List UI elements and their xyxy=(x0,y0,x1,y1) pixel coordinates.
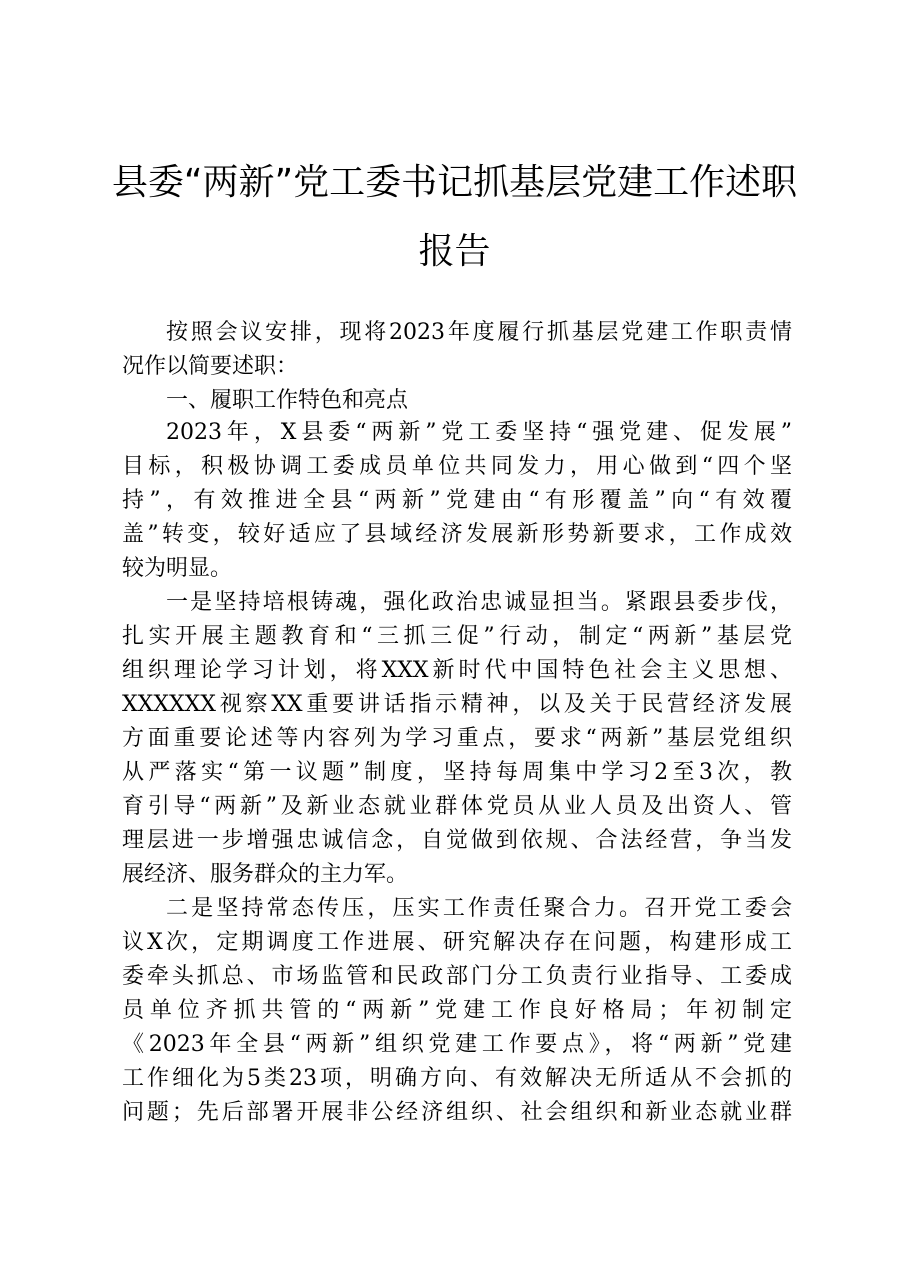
para3-line-4: 员单位齐抓共管的“两新”党建工作良好格局；年初制定 xyxy=(122,998,792,1023)
document-title-line-1: 县委“两新”党工委书记抓基层党建工作述职 xyxy=(111,162,798,203)
para1-line-1: 2023年，X县委“两新”党工委坚持“强党建、促发展” xyxy=(166,420,792,445)
para3-line-6: 工作细化为5类23项，明确方向、有效解决无所适从不会抓的 xyxy=(122,1066,792,1091)
para1-line-2: 目标，积极协调工委成员单位共同发力，用心做到“四个坚 xyxy=(122,454,792,479)
para2-line-1: 一是坚持培根铸魂，强化政治忠诚显担当。紧跟县委步伐， xyxy=(166,590,792,615)
para2-line-7: 育引导“两新”及新业态就业群体党员从业人员及出资人、管 xyxy=(122,794,792,819)
para3-line-1: 二是坚持常态传压，压实工作责任聚合力。召开党工委会 xyxy=(166,896,792,921)
para1-line-5: 较为明显。 xyxy=(122,556,233,581)
intro-line-2: 况作以简要述职： xyxy=(122,354,299,379)
para2-line-2: 扎实开展主题教育和“三抓三促”行动，制定“两新”基层党 xyxy=(122,624,792,649)
para2-line-4: XXXXXX视察XX重要讲话指示精神，以及关于民营经济发展 xyxy=(122,692,792,717)
para3-line-5: 《2023年全县“两新”组织党建工作要点》，将“两新”党建 xyxy=(122,1032,792,1057)
para3-line-3: 委牵头抓总、市场监管和民政部门分工负责行业指导、工委成 xyxy=(122,964,792,989)
document-title-line-2: 报告 xyxy=(418,231,491,272)
para2-line-5: 方面重要论述等内容列为学习重点，要求“两新”基层党组织 xyxy=(122,726,792,751)
para2-line-8: 理层进一步增强忠诚信念，自觉做到依规、合法经营，争当发 xyxy=(122,828,792,853)
section-heading-1: 一、履职工作特色和亮点 xyxy=(166,388,409,413)
para3-line-7: 问题；先后部署开展非公经济组织、社会组织和新业态就业群 xyxy=(122,1100,792,1125)
para2-line-9: 展经济、服务群众的主力军。 xyxy=(122,862,409,887)
para1-line-4: 盖”转变，较好适应了县域经济发展新形势新要求，工作成效 xyxy=(122,522,792,547)
para2-line-6: 从严落实“第一议题”制度，坚持每周集中学习2至3次，教 xyxy=(122,760,792,785)
intro-line-1: 按照会议安排，现将2023年度履行抓基层党建工作职责情 xyxy=(166,320,792,345)
para1-line-3: 持”，有效推进全县“两新”党建由“有形覆盖”向“有效覆 xyxy=(122,488,792,513)
para3-line-2: 议X次，定期调度工作进展、研究解决存在问题，构建形成工 xyxy=(122,930,792,955)
para2-line-3: 组织理论学习计划，将XXX新时代中国特色社会主义思想、 xyxy=(122,658,792,683)
